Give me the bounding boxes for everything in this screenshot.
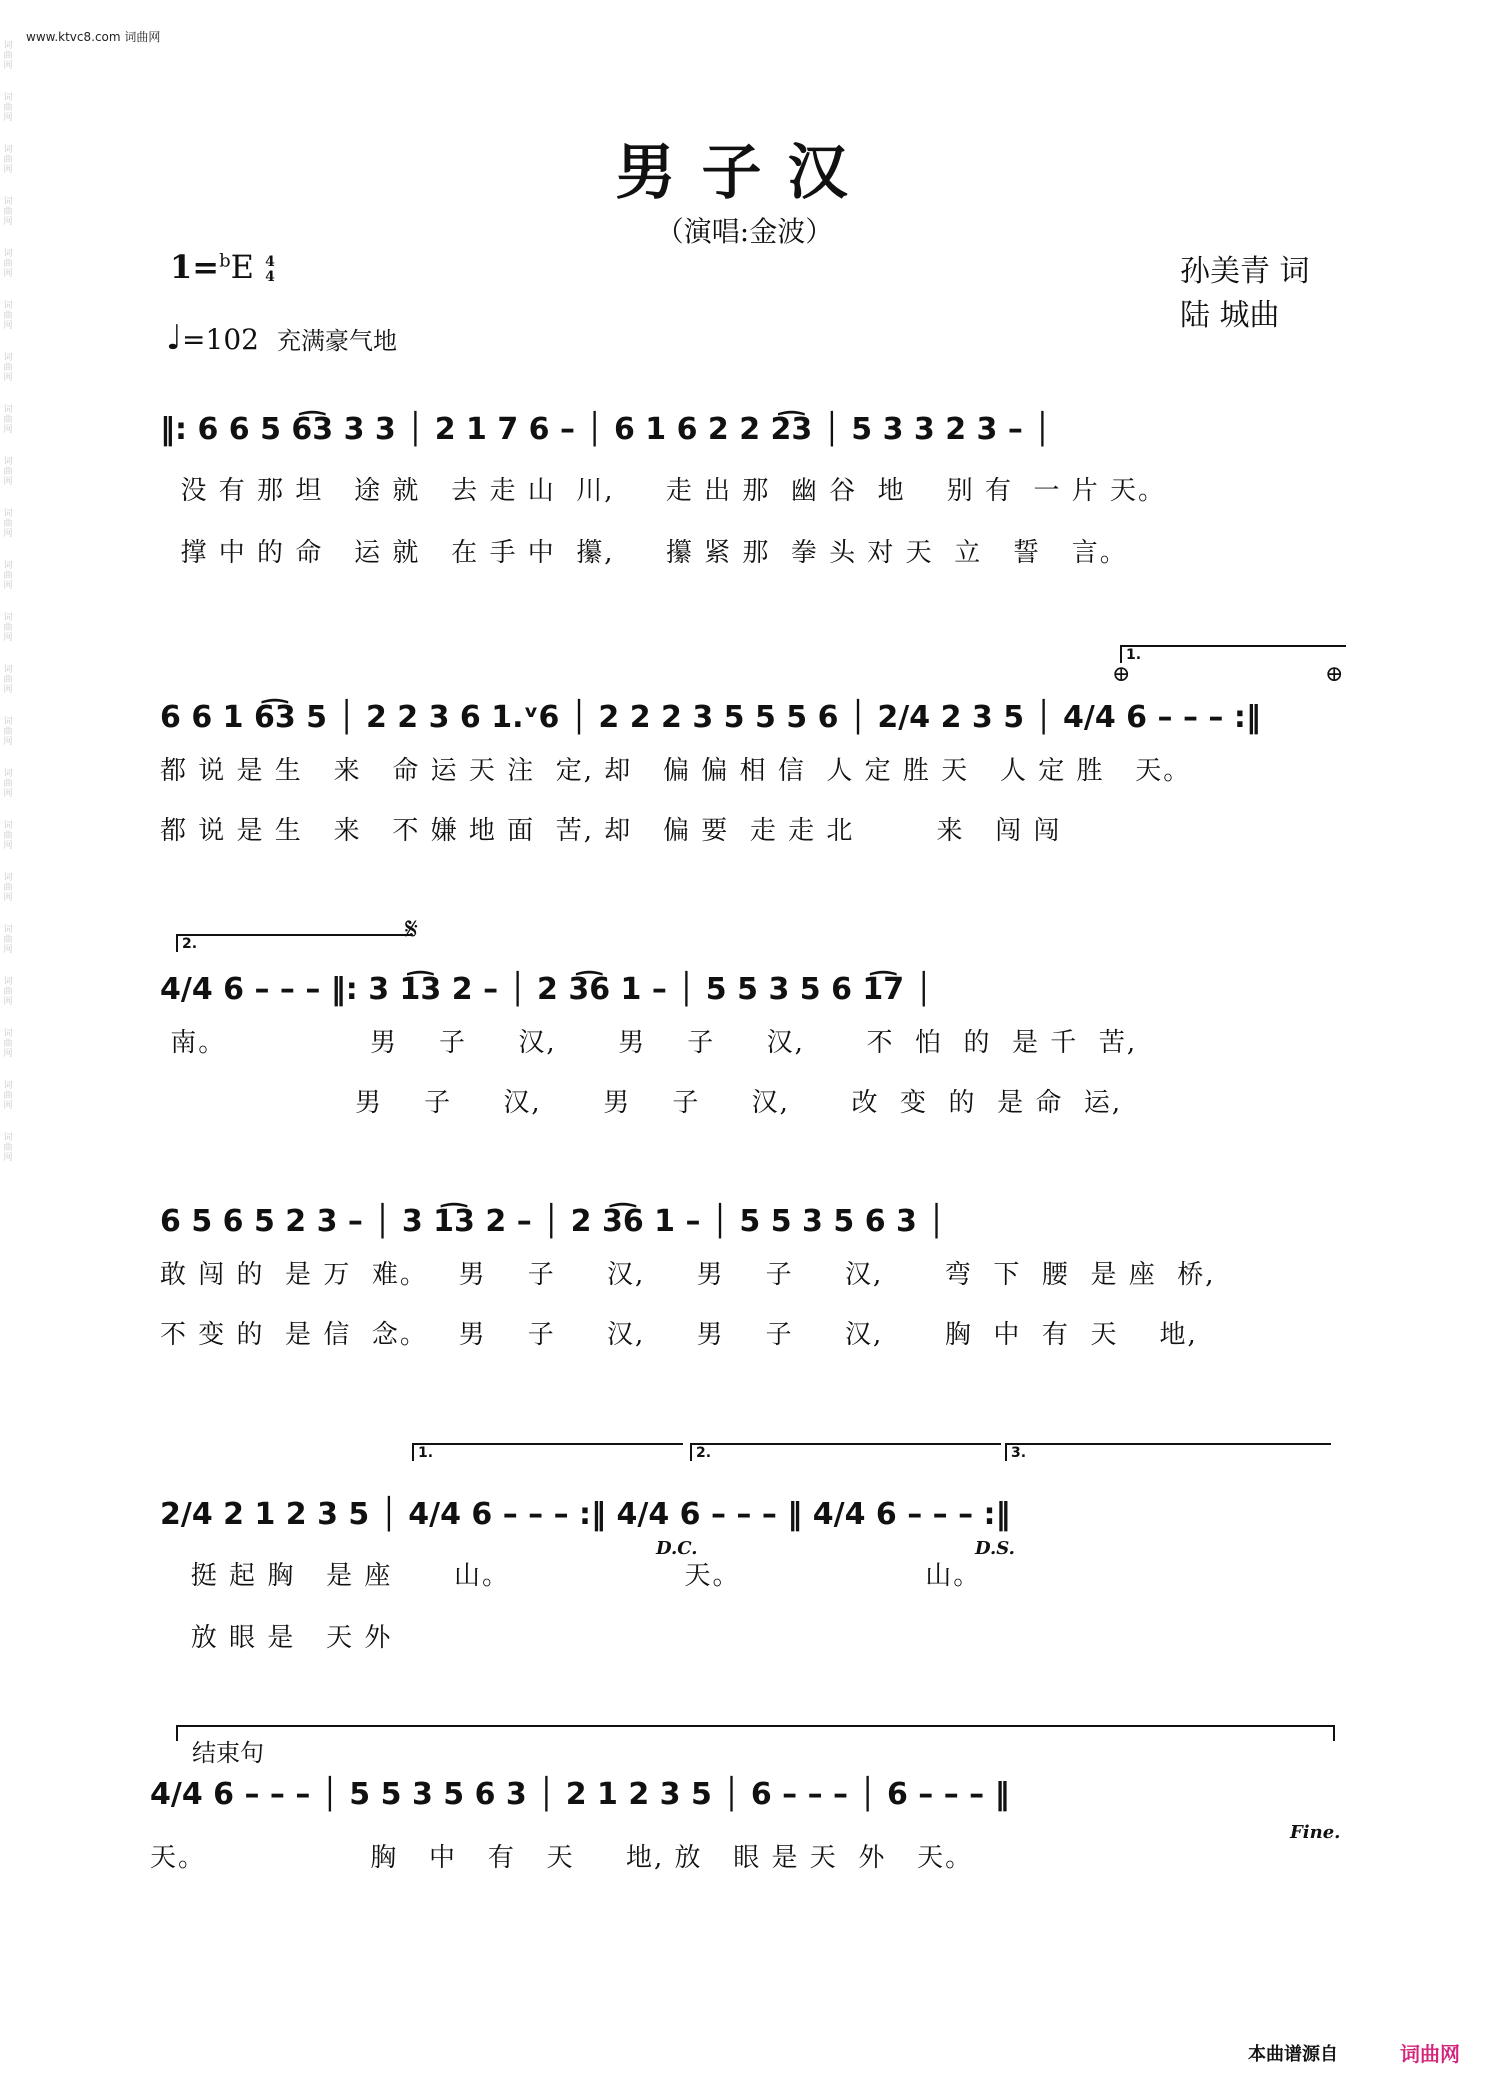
coda-icon: ⊕ [1112, 662, 1131, 687]
watermark-text: 词曲网 [1, 196, 12, 226]
watermark-text: 词曲网 [1, 1028, 12, 1058]
notation-line: 2/4 2 1 2 3 5 │ 4/4 6 – – – :‖ 4/4 6 – – – ‖ 4/4 6 – – – :‖ [160, 1497, 1011, 1532]
ending-bracket [176, 1725, 1335, 1741]
key-letter: E [230, 248, 254, 286]
tempo-value: =102 [182, 323, 259, 356]
expression-text: 充满豪气地 [276, 327, 397, 355]
ending-label: 结束句 [192, 1739, 264, 1767]
credits [1180, 250, 1310, 338]
segno-icon: 𝄋 [405, 912, 418, 947]
lyrics-verse-2: 放 眼 是 天 外 [160, 1623, 393, 1653]
notation-line: ‖: 6 6 5 6͡3 3 3 │ 2 1 7 6 – │ 6 1 6 2 2 2͡3 │ 5 3 3 2 3 – │ [160, 412, 1052, 447]
song-title: 男子汉 [615, 138, 874, 208]
footer-source-text: 本曲谱源自 [1248, 2044, 1338, 2065]
fine-marking: Fine. [1290, 1822, 1341, 1843]
key-prefix: 1= [170, 248, 220, 286]
watermark-text: 词曲网 [1, 976, 12, 1006]
score-system-5 [160, 1495, 1340, 1675]
volta-bracket-1: 1. [1120, 645, 1346, 663]
watermark-text: 词曲网 [1, 664, 12, 694]
tempo-marking [166, 318, 397, 358]
lyrics-verse-1: 挺 起 胸 是 座 山。 天。 山。 [160, 1561, 982, 1591]
lyrics-verse-2: 男 子 汉, 男 子 汉, 改 变 的 是 命 运, [160, 1088, 1123, 1118]
watermark-text: 词曲网 [1, 560, 12, 590]
lyrics-verse-2: 不 变 的 是 信 念。 男 子 汉, 男 子 汉, 胸 中 有 天 地, [160, 1320, 1198, 1350]
volta-bracket-first: 1. [412, 1443, 683, 1461]
watermark-text: 词曲网 [1, 92, 12, 122]
lyrics-verse-1: 都 说 是 生 来 命 运 天 注 定, 却 偏 偏 相 信 人 定 胜 天 人 定 胜 天。 [160, 756, 1192, 786]
lyrics-verse-1: 天。 胸 中 有 天 地, 放 眼 是 天 外 天。 [150, 1843, 974, 1873]
watermark-text: 词曲网 [1, 144, 12, 174]
lyrics-verse-1: 敢 闯 的 是 万 难。 男 子 汉, 男 子 汉, 弯 下 腰 是 座 桥, [160, 1260, 1216, 1290]
key-signature [170, 248, 275, 286]
watermark-text: 词曲网 [1, 456, 12, 486]
score-system-2 [160, 698, 1340, 868]
score-system-3 [160, 970, 1340, 1140]
ds-marking: D.S. [975, 1538, 1015, 1559]
flat-sign: b [219, 250, 231, 272]
header-url: www.ktvc8.com 词曲网 [26, 30, 161, 44]
coda-icon: ⊕ [1325, 662, 1344, 687]
volta-bracket-third: 3. [1005, 1443, 1331, 1461]
side-watermark-strip [0, 40, 14, 2060]
watermark-text: 词曲网 [1, 248, 12, 278]
lyrics-verse-2: 撑 中 的 命 运 就 在 手 中 攥, 攥 紧 那 拳 头 对 天 立 誓 言。 [160, 538, 1128, 568]
watermark-text: 词曲网 [1, 40, 12, 70]
watermark-text: 词曲网 [1, 820, 12, 850]
watermark-text: 词曲网 [1, 508, 12, 538]
score-system-4 [160, 1202, 1340, 1372]
watermark-text: 词曲网 [1, 352, 12, 382]
watermark-text: 词曲网 [1, 1080, 12, 1110]
score-system-1 [160, 410, 1340, 580]
watermark-text: 词曲网 [1, 300, 12, 330]
time-signature: 4 4 [265, 253, 275, 285]
lyrics-verse-2: 都 说 是 生 来 不 嫌 地 面 苦, 却 偏 要 走 走 北 来 闯 闯 [160, 816, 1062, 846]
composer-credit: 陆 城曲 [1180, 298, 1280, 333]
notation-line: 6 5 6 5 2 3 – │ 3 1͡3 2 – │ 2 3͡6 1 – │ 5 5 3 5 6 3 │ [160, 1204, 946, 1239]
volta-bracket-second: 2. [690, 1443, 1001, 1461]
dc-marking: D.C. [656, 1538, 698, 1559]
lyrics-verse-1: 南。 男 子 汉, 男 子 汉, 不 怕 的 是 千 苦, [160, 1028, 1138, 1058]
watermark-text: 词曲网 [1, 612, 12, 642]
quarter-note-icon: ♩ [166, 318, 183, 358]
volta-bracket-2: 2. [176, 934, 412, 952]
watermark-text: 词曲网 [1, 1132, 12, 1162]
score-system-6 [150, 1775, 1330, 1885]
site-logo[interactable]: 词曲网 [1400, 2042, 1460, 2066]
watermark-text: 词曲网 [1, 924, 12, 954]
watermark-text: 词曲网 [1, 872, 12, 902]
lyrics-verse-1: 没 有 那 坦 途 就 去 走 山 川, 走 出 那 幽 谷 地 别 有 一 片 天。 [160, 476, 1167, 506]
performer-subtitle: （演唱:金波） [655, 215, 834, 248]
notation-line: 6 6 1 6͡3 5 │ 2 2 3 6 1.ᵛ6 │ 2 2 2 3 5 5 5 6 │ 2/4 2 3 5 │ 4/4 6 – – – :‖ [160, 700, 1261, 735]
notation-line: 4/4 6 – – – │ 5 5 3 5 6 3 │ 2 1 2 3 5 │ 6 – – – │ 6 – – – ‖ [150, 1777, 1010, 1812]
lyricist-credit: 孙美青 词 [1180, 254, 1310, 289]
watermark-text: 词曲网 [1, 716, 12, 746]
watermark-text: 词曲网 [1, 768, 12, 798]
notation-line: 4/4 6 – – – ‖: 3 1͡3 2 – │ 2 3͡6 1 – │ 5 5 3 5 6 1͡7 │ [160, 972, 933, 1007]
watermark-text: 词曲网 [1, 404, 12, 434]
